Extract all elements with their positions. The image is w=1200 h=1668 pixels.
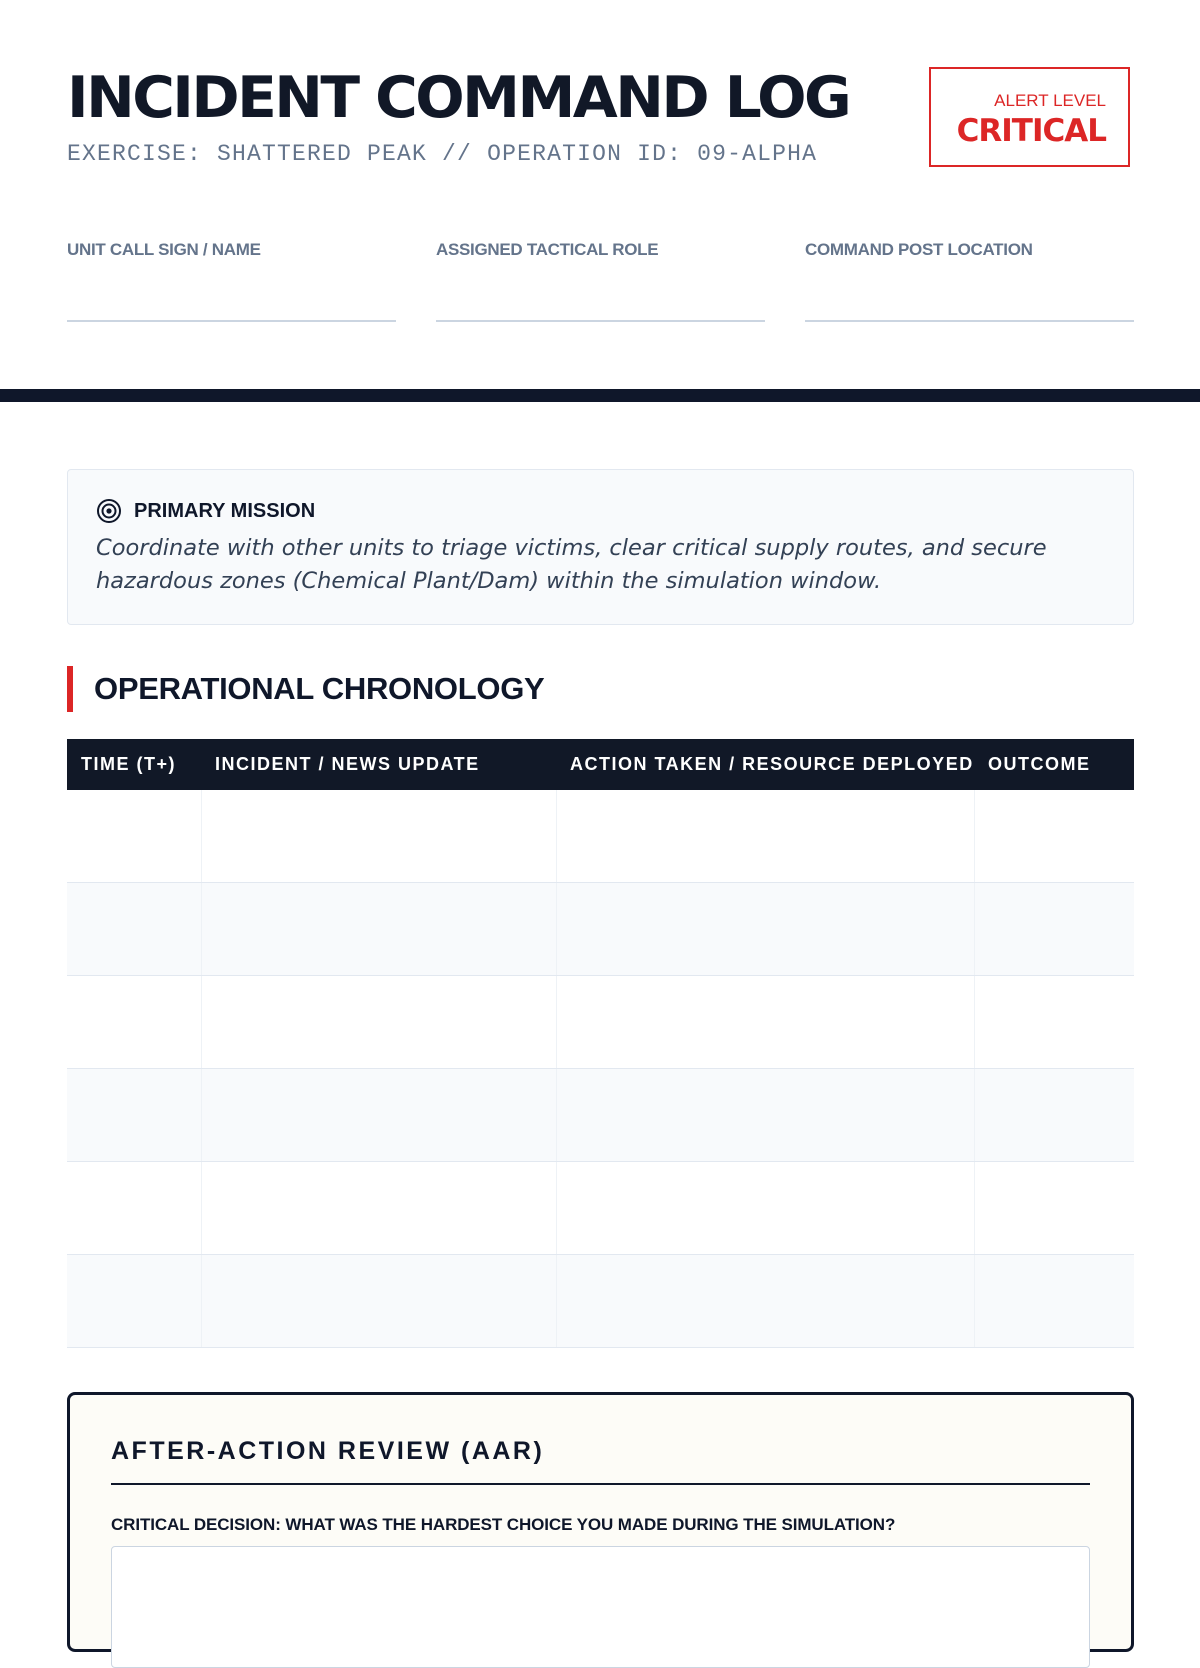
page-title: INCIDENT COMMAND LOG <box>67 65 850 131</box>
action-cell[interactable] <box>556 790 974 883</box>
incident-cell[interactable] <box>201 790 556 883</box>
action-cell[interactable] <box>556 976 974 1069</box>
unit-call-sign-field[interactable] <box>67 240 396 260</box>
chronology-heading <box>67 666 544 712</box>
mission-title: PRIMARY MISSION <box>134 499 316 522</box>
time-cell[interactable] <box>67 1255 201 1348</box>
target-icon <box>96 498 122 524</box>
unit-call-sign-input-line[interactable] <box>67 320 396 322</box>
critical-decision-answer-field[interactable] <box>111 1546 1090 1668</box>
table-row <box>67 883 1134 976</box>
outcome-cell[interactable] <box>974 1162 1134 1255</box>
column-header-outcome: OUTCOME <box>974 739 1134 790</box>
incident-cell[interactable] <box>201 883 556 976</box>
header-divider <box>0 389 1200 402</box>
alert-level-label: ALERT LEVEL <box>994 91 1106 110</box>
tactical-role-input-line[interactable] <box>436 320 765 322</box>
aar-divider <box>111 1483 1090 1485</box>
incident-cell[interactable] <box>201 1162 556 1255</box>
command-post-label: COMMAND POST LOCATION <box>805 240 1033 259</box>
alert-level-badge <box>929 67 1130 167</box>
table-row <box>67 1162 1134 1255</box>
action-cell[interactable] <box>556 1162 974 1255</box>
outcome-cell[interactable] <box>974 976 1134 1069</box>
primary-mission-panel <box>67 469 1134 625</box>
tactical-role-field[interactable] <box>436 240 765 260</box>
after-action-review-panel <box>67 1392 1134 1652</box>
command-post-field[interactable] <box>805 240 1134 260</box>
action-cell[interactable] <box>556 1069 974 1162</box>
mission-header <box>96 498 315 524</box>
incident-cell[interactable] <box>201 1069 556 1162</box>
outcome-cell[interactable] <box>974 790 1134 883</box>
outcome-cell[interactable] <box>974 1069 1134 1162</box>
page-header <box>67 0 1134 390</box>
table-row <box>67 976 1134 1069</box>
time-cell[interactable] <box>67 976 201 1069</box>
table-header-row <box>67 739 1134 790</box>
chronology-table <box>67 739 1134 1348</box>
command-post-input-line[interactable] <box>805 320 1134 322</box>
time-cell[interactable] <box>67 790 201 883</box>
critical-decision-question: CRITICAL DECISION: WHAT WAS THE HARDEST CHOICE YOU MADE DURING THE SIMULATION? <box>111 1515 896 1534</box>
exercise-subtitle: EXERCISE: SHATTERED PEAK // OPERATION ID: 09-ALPHA <box>67 141 818 167</box>
aar-title: AFTER-ACTION REVIEW (AAR) <box>111 1437 545 1465</box>
time-cell[interactable] <box>67 1162 201 1255</box>
table-row <box>67 1255 1134 1348</box>
action-cell[interactable] <box>556 1255 974 1348</box>
outcome-cell[interactable] <box>974 883 1134 976</box>
time-cell[interactable] <box>67 883 201 976</box>
table-row <box>67 1069 1134 1162</box>
column-header-time: TIME (T+) <box>67 739 201 790</box>
alert-level-value: CRITICAL <box>956 113 1106 149</box>
column-header-action: ACTION TAKEN / RESOURCE DEPLOYED <box>556 739 974 790</box>
tactical-role-label: ASSIGNED TACTICAL ROLE <box>436 240 659 259</box>
column-header-incident: INCIDENT / NEWS UPDATE <box>201 739 556 790</box>
table-row <box>67 790 1134 883</box>
chronology-title: OPERATIONAL CHRONOLOGY <box>94 671 545 706</box>
outcome-cell[interactable] <box>974 1255 1134 1348</box>
time-cell[interactable] <box>67 1069 201 1162</box>
action-cell[interactable] <box>556 883 974 976</box>
unit-call-sign-label: UNIT CALL SIGN / NAME <box>67 240 261 259</box>
mission-text: Coordinate with other units to triage victims, clear critical supply routes, and secure hazardous zones (Chemical Plant/Dam) within the simulation window. <box>96 535 1047 594</box>
incident-cell[interactable] <box>201 976 556 1069</box>
incident-cell[interactable] <box>201 1255 556 1348</box>
